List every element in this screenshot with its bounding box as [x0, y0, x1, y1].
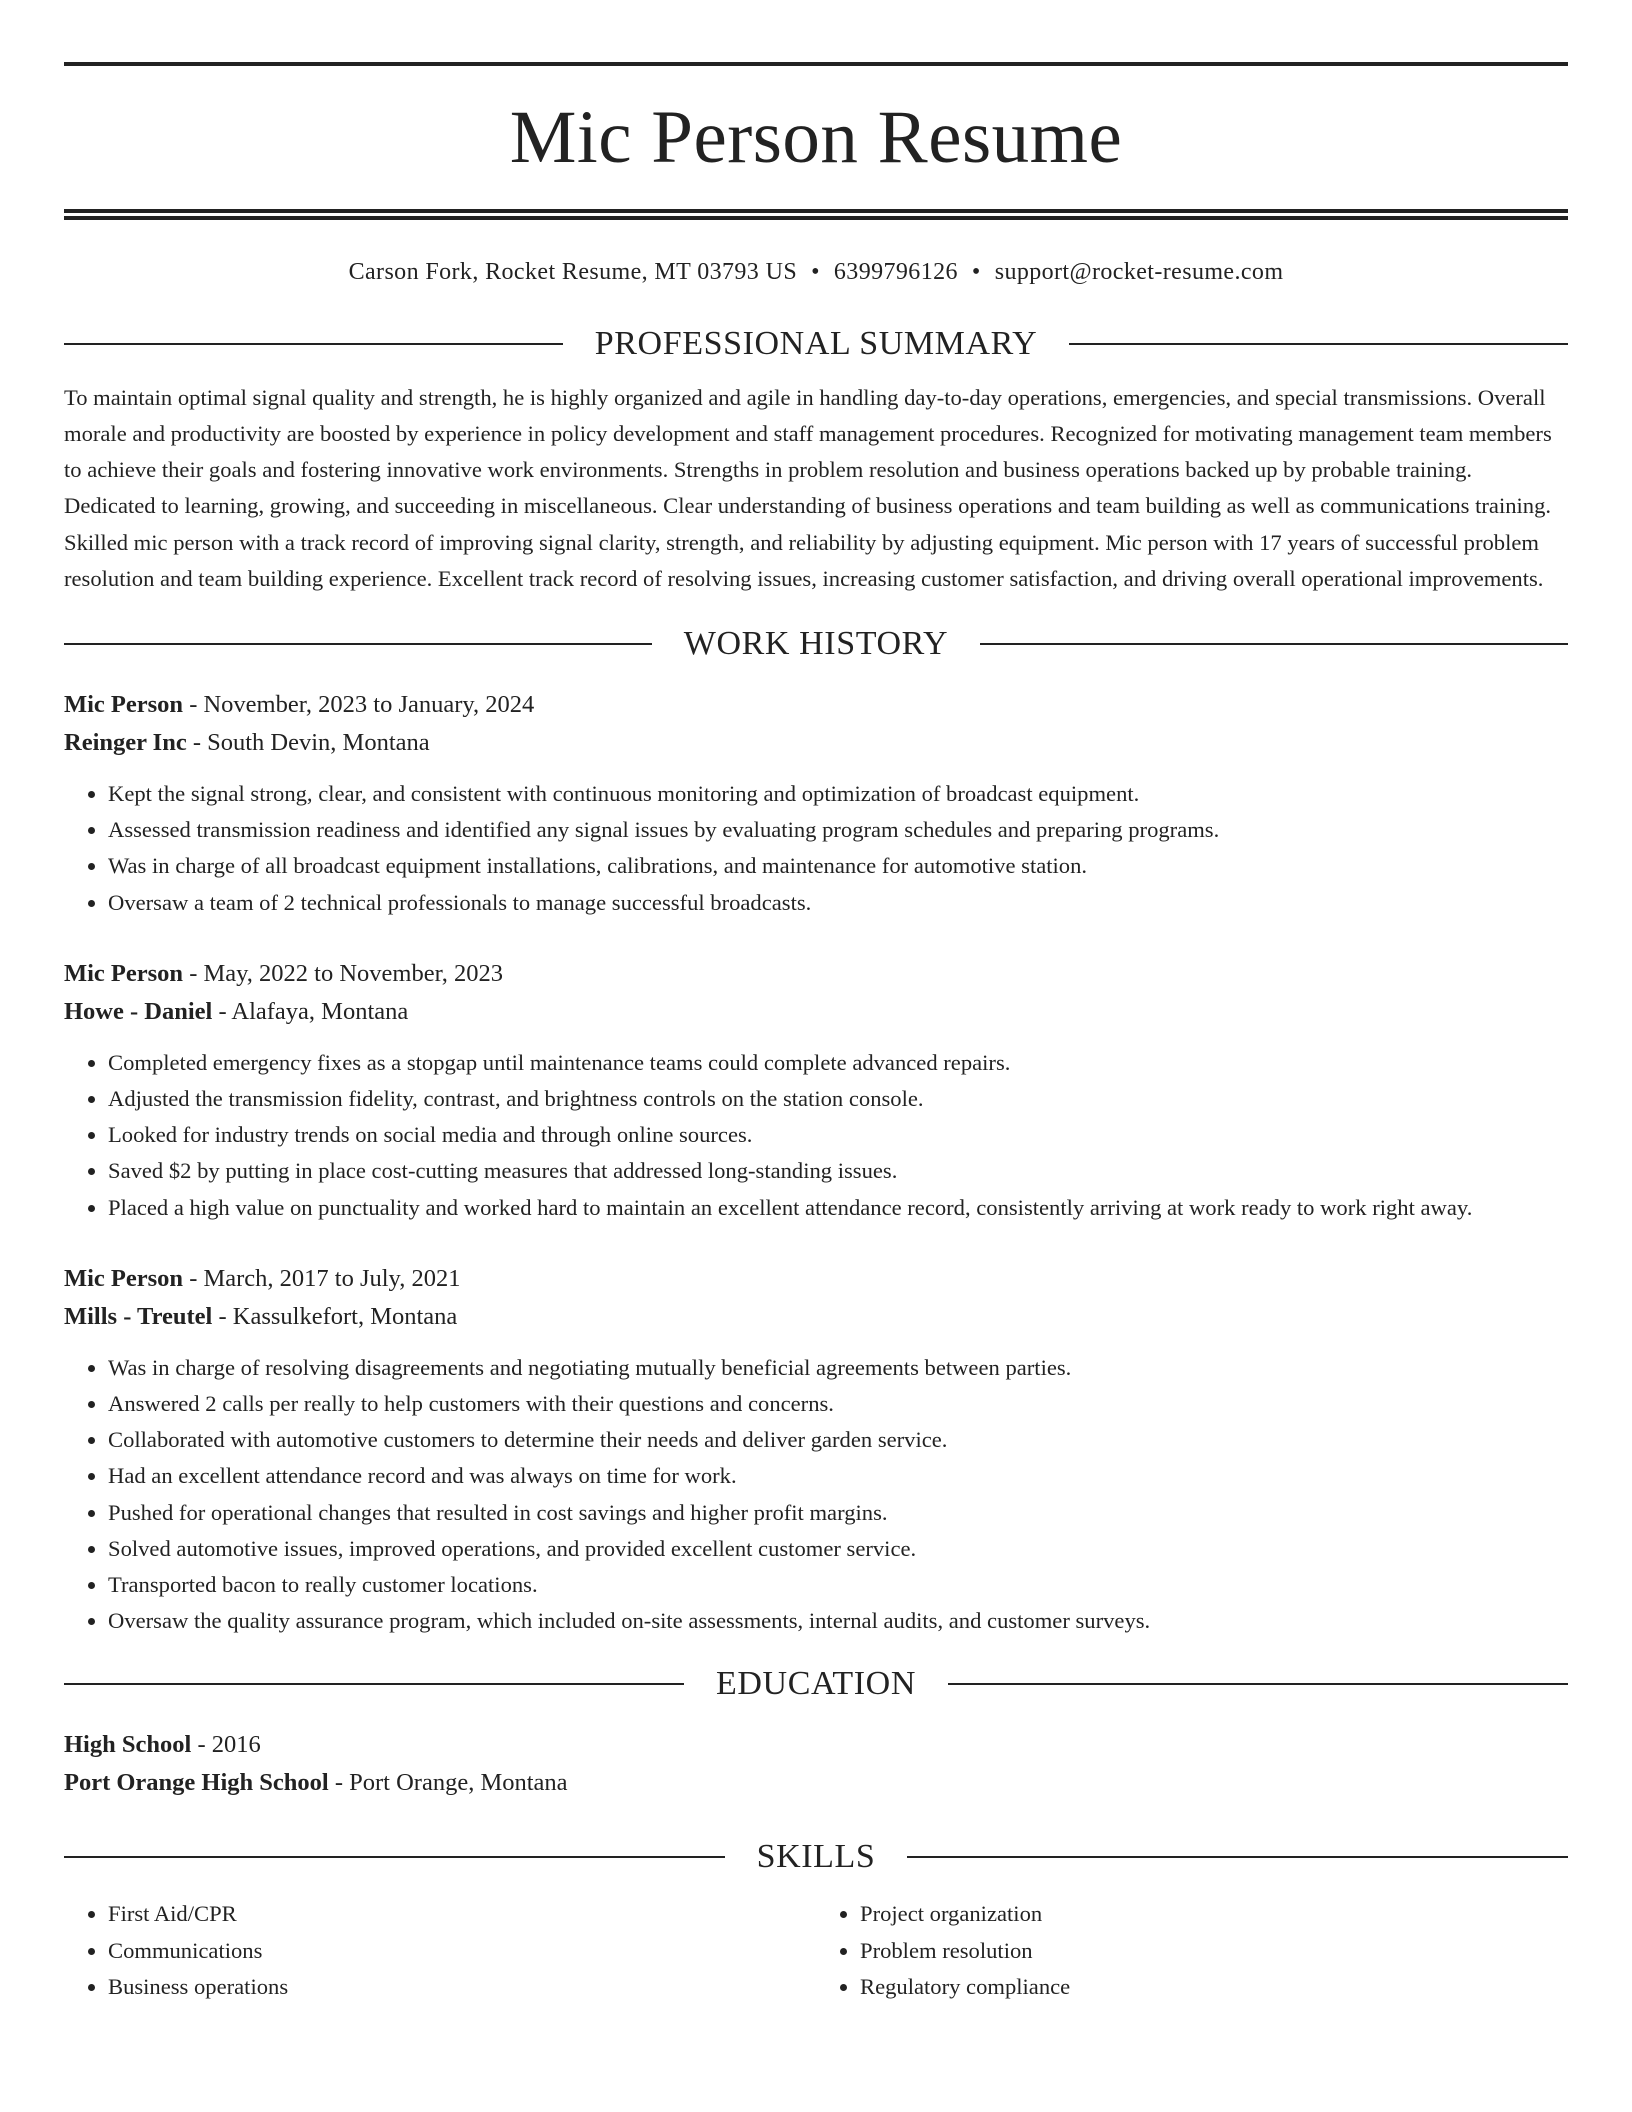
job-company: Mills - Treutel [64, 1302, 213, 1330]
education-degree-line [64, 1726, 1568, 1764]
job-company-line [64, 1298, 1568, 1336]
job-bullet: • Placed a high value on punctuality and worked hard to maintain an excellent attendance record, consistently arriving at work ready to work right away. [108, 1190, 1568, 1226]
heading-rule-left [64, 643, 652, 645]
heading-rule-left [64, 343, 563, 345]
work-section-heading [64, 627, 1568, 661]
job-bullets [64, 1045, 1568, 1226]
heading-rule-left [64, 1683, 684, 1685]
job-title-line [64, 686, 1568, 724]
job-entry [64, 1260, 1568, 1640]
heading-rule-right [907, 1856, 1568, 1858]
job-bullet: • Had an excellent attendance record and was always on time for work. [108, 1458, 1568, 1494]
skills-heading-label: SKILLS [756, 1838, 876, 1876]
job-bullet: • Adjusted the transmission fidelity, contrast, and brightness controls on the station console. [108, 1081, 1568, 1117]
work-heading-label: WORK HISTORY [683, 625, 949, 663]
job-entry [64, 955, 1568, 1226]
job-title-line [64, 1260, 1568, 1298]
job-dates: - March, 2017 to July, 2021 [183, 1264, 461, 1292]
job-entry [64, 686, 1568, 921]
skill-item: • Regulatory compliance [860, 1969, 1568, 2005]
job-bullet: • Saved $2 by putting in place cost-cutting measures that addressed long-standing issues. [108, 1153, 1568, 1189]
job-bullet: • Was in charge of resolving disagreements and negotiating mutually beneficial agreements between parties. [108, 1350, 1568, 1386]
skills-list [64, 1896, 816, 2005]
heading-rule-right [980, 643, 1568, 645]
top-divider [64, 62, 1568, 66]
skills-list [816, 1896, 1568, 2005]
job-company: Reinger Inc [64, 729, 187, 757]
education-school: Port Orange High School [64, 1769, 329, 1797]
job-role: Mic Person [64, 1264, 184, 1292]
skill-item: • Problem resolution [860, 1933, 1568, 1969]
education-school-line [64, 1764, 1568, 1802]
contact-line [64, 258, 1568, 287]
skills-section-heading [64, 1840, 1568, 1874]
skill-item: • Project organization [860, 1896, 1568, 1932]
job-bullets [64, 776, 1568, 921]
job-role: Mic Person [64, 959, 184, 987]
title-double-divider [64, 209, 1568, 220]
contact-address: Carson Fork, Rocket Resume, MT 03793 US [348, 259, 798, 285]
job-bullet: • Solved automotive issues, improved operations, and provided excellent customer service. [108, 1531, 1568, 1567]
job-bullet: • Collaborated with automotive customers to determine their needs and deliver garden service. [108, 1422, 1568, 1458]
job-bullet: • Was in charge of all broadcast equipment installations, calibrations, and maintenance for automotive station. [108, 848, 1568, 884]
skills-columns [64, 1896, 1568, 2005]
job-bullet: • Answered 2 calls per really to help customers with their questions and concerns. [108, 1386, 1568, 1422]
contact-separator: • [811, 259, 820, 285]
resume-title: Mic Person Resume [509, 96, 1123, 179]
job-dates: - May, 2022 to November, 2023 [183, 959, 504, 987]
education-degree: High School [64, 1731, 192, 1759]
summary-section-heading [64, 324, 1568, 362]
job-bullet: • Assessed transmission readiness and identified any signal issues by evaluating program schedules and preparing programs. [108, 812, 1568, 848]
job-dates: - November, 2023 to January, 2024 [183, 691, 535, 719]
education-heading-label: EDUCATION [716, 1665, 916, 1703]
job-bullet: • Completed emergency fixes as a stopgap until maintenance teams could complete advanced repairs. [108, 1045, 1568, 1081]
job-location: - Alafaya, Montana [212, 997, 409, 1025]
heading-rule-left [64, 1856, 725, 1858]
education-section-heading [64, 1667, 1568, 1701]
job-company-line [64, 993, 1568, 1031]
job-title-line [64, 955, 1568, 993]
education-location: - Port Orange, Montana [328, 1769, 568, 1797]
skill-item: • Communications [108, 1933, 816, 1969]
job-bullet: • Looked for industry trends on social media and through online sources. [108, 1117, 1568, 1153]
skill-item: • Business operations [108, 1969, 816, 2005]
job-company-line [64, 724, 1568, 762]
professional-summary: To maintain optimal signal quality and strength, he is highly organized and agile in handling day-to-day operations, emergencies, and special transmissions. Overall morale and productivity are boosted by experience in policy development and staff management procedures. Recognized for motivating management team members to achieve their goals and fostering innovative work environments. Strengths in problem resolution and business operations backed up by probable training. Dedicated to learning, growing, and succeeding in miscellaneous. Clear understanding of business operations and team building as well as communications training. Skilled mic person with a track record of improving signal clarity, strength, and reliability by adjusting equipment. Mic person with 17 years of successful problem resolution and team building experience. Excellent track record of resolving issues, increasing customer satisfaction, and driving overall operational improvements. [64, 384, 1552, 591]
job-bullet: • Oversaw a team of 2 technical professionals to manage successful broadcasts. [108, 885, 1568, 921]
contact-separator: • [971, 259, 981, 285]
job-company: Howe - Daniel [64, 997, 213, 1025]
skills-column-right [816, 1896, 1568, 2005]
contact-email: support@rocket-resume.com [994, 259, 1284, 285]
job-bullet: • Pushed for operational changes that resulted in cost savings and higher profit margins. [108, 1495, 1568, 1531]
education-year: - 2016 [191, 1731, 261, 1759]
skills-column-left [64, 1896, 816, 2005]
heading-rule-right [948, 1683, 1568, 1685]
job-bullet: • Kept the signal strong, clear, and consistent with continuous monitoring and optimization of broadcast equipment. [108, 776, 1568, 812]
job-bullet: • Transported bacon to really customer locations. [108, 1567, 1568, 1603]
contact-phone: 6399796126 [833, 259, 958, 285]
heading-rule-right [1069, 343, 1568, 345]
education-entry [64, 1726, 1568, 1802]
job-location: - South Devin, Montana [186, 729, 430, 757]
summary-heading-label: PROFESSIONAL SUMMARY [594, 324, 1038, 362]
job-role: Mic Person [64, 691, 184, 719]
skill-item: • First Aid/CPR [108, 1896, 816, 1932]
job-bullets [64, 1350, 1568, 1640]
job-location: - Kassulkefort, Montana [212, 1302, 458, 1330]
job-bullet: • Oversaw the quality assurance program, which included on-site assessments, internal audits, and customer surveys. [108, 1603, 1568, 1639]
